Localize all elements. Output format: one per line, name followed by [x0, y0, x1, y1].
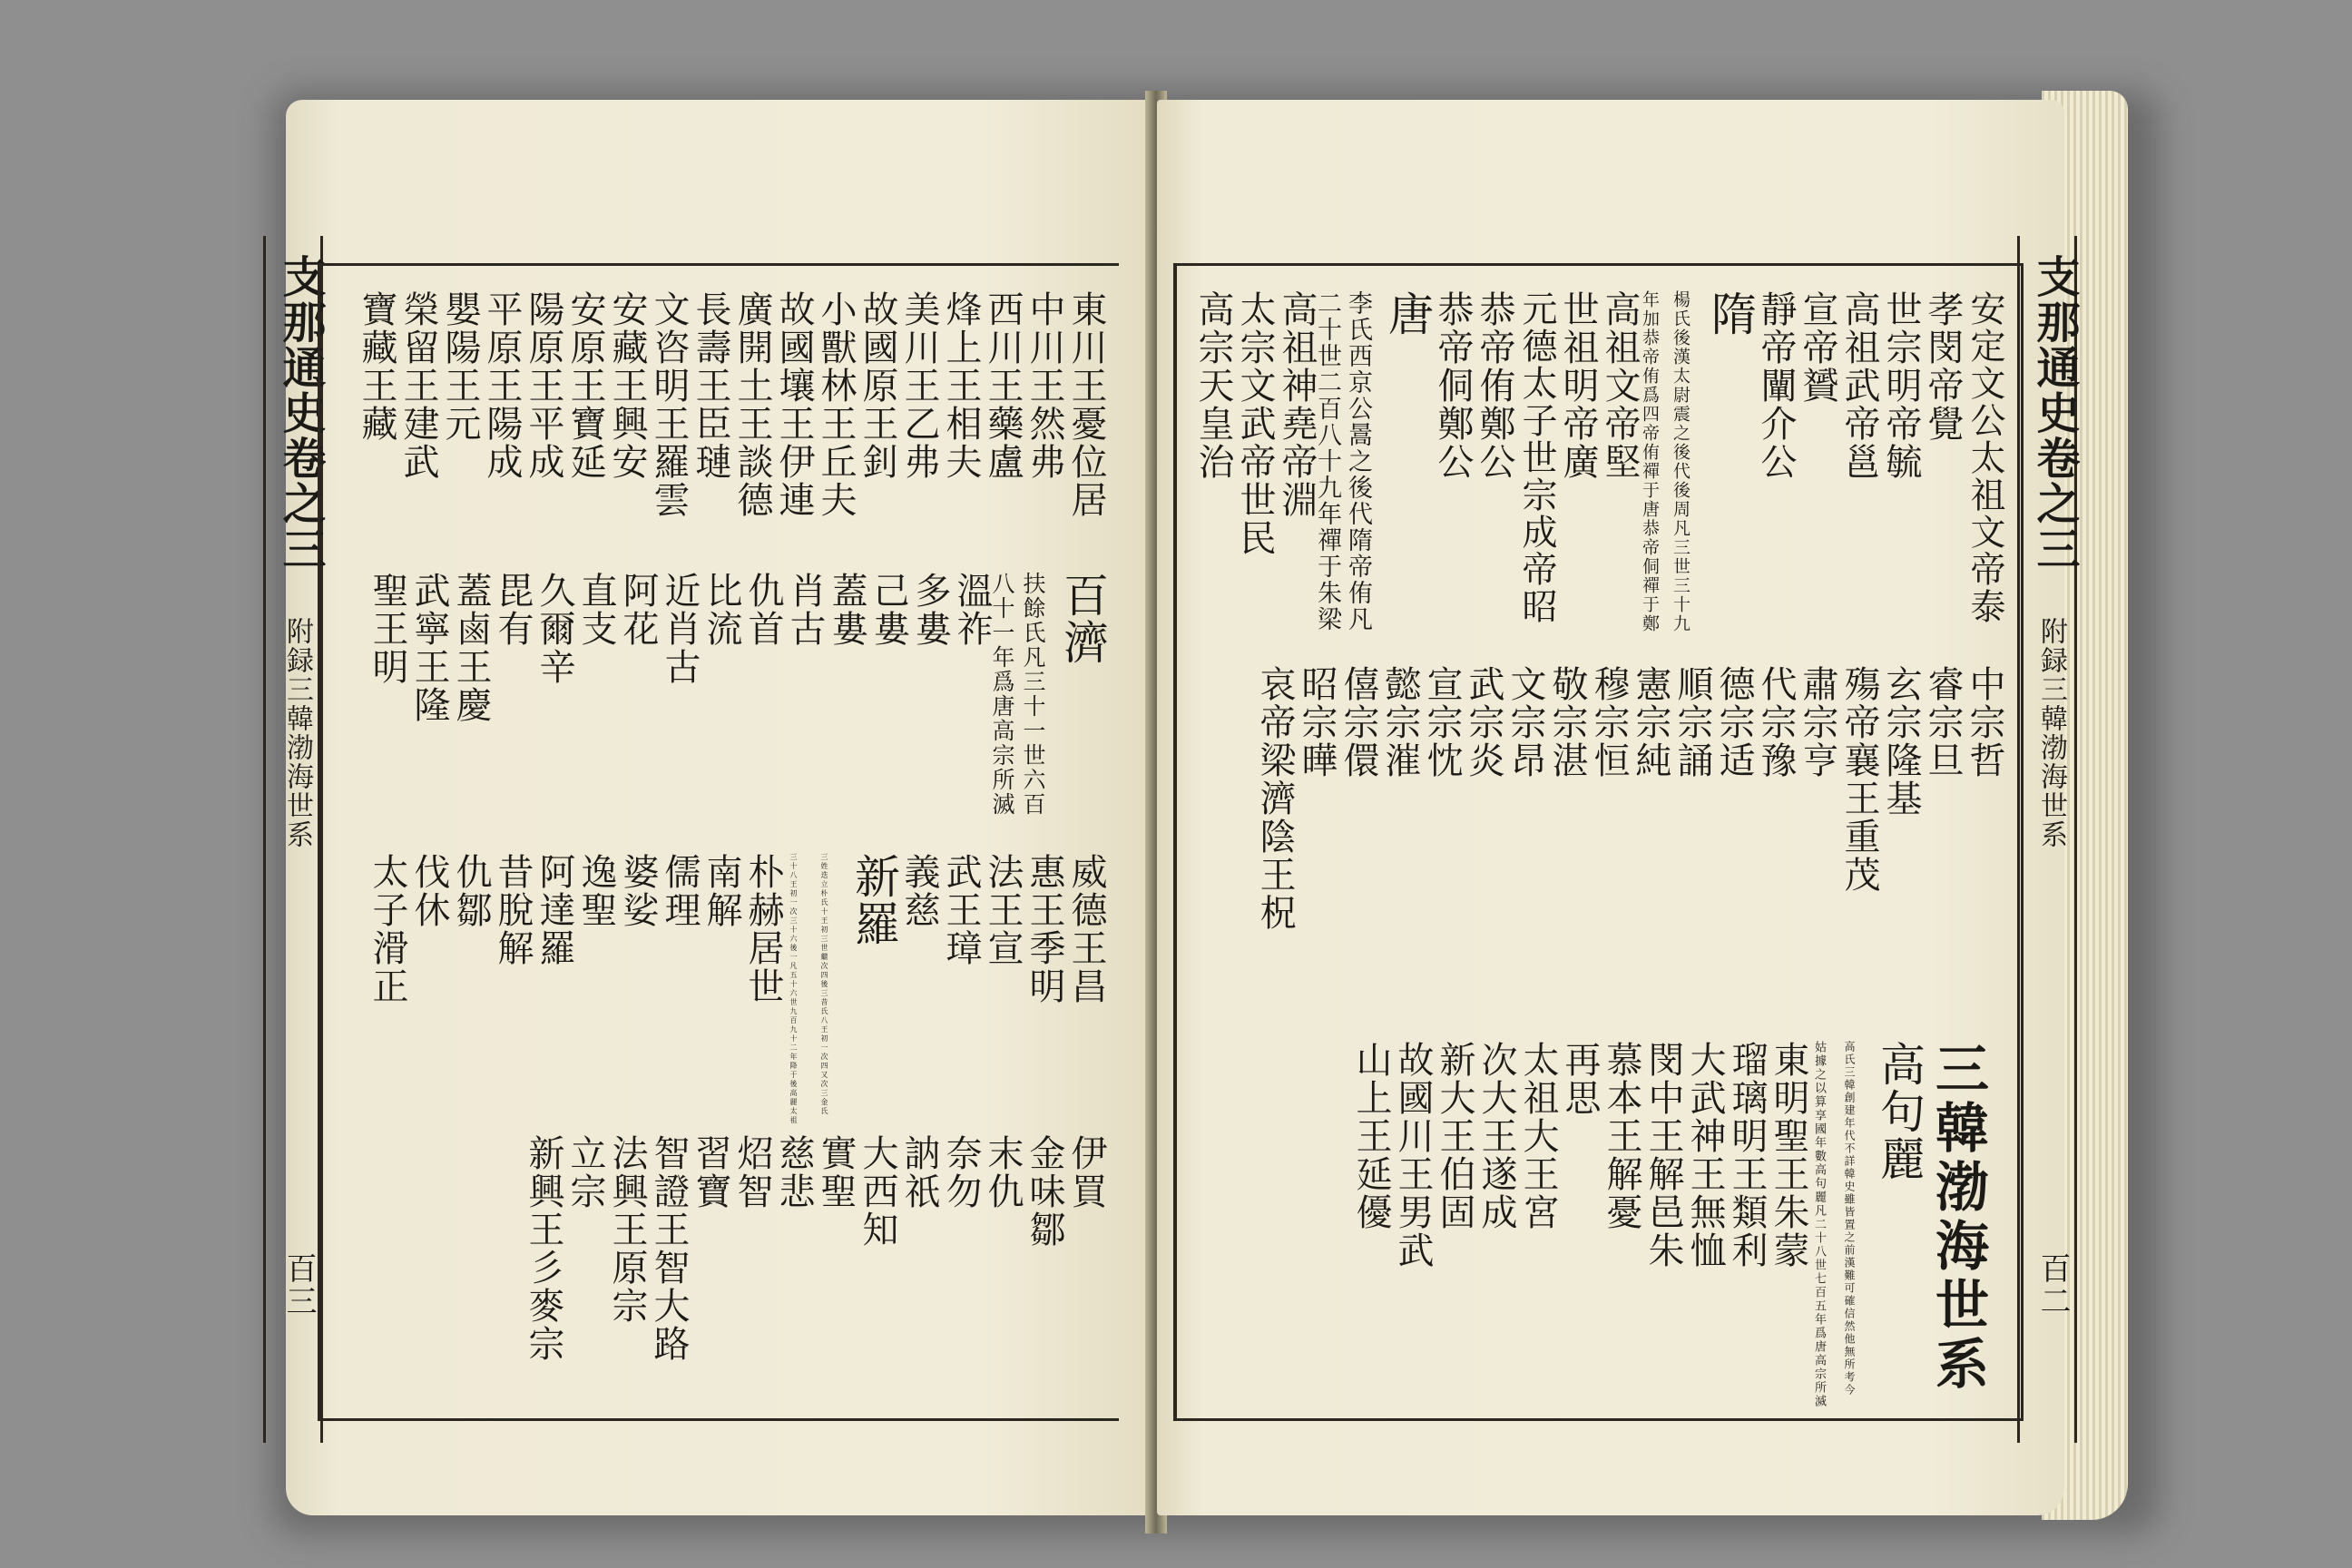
genealogy-entry: 大西知 [857, 1134, 898, 1249]
genealogy-entry: 末仇 [982, 1134, 1024, 1210]
genealogy-entry: 宣帝贇 [1797, 290, 1838, 405]
genealogy-entry: 武寧王隆 [408, 572, 450, 724]
genealogy-entry: 三姓迭立朴氏十王初三世繼次四後三昔氏八王初一次四又次三金氏 [820, 853, 828, 1116]
genealogy-entry: 玄宗隆基 [1880, 665, 1922, 818]
genealogy-entry: 故國壤王伊連 [773, 290, 815, 519]
genealogy-entry: 二十世二百八十九年禪于朱梁 [1313, 290, 1341, 632]
genealogy-entry: 仇首 [742, 572, 784, 648]
genealogy-entry: 孝閔帝覺 [1922, 290, 1964, 443]
genealogy-entry: 小獸林王丘夫 [815, 290, 857, 519]
genealogy-entry: 高祖武帝邕 [1838, 290, 1880, 481]
genealogy-entry: 長壽王臣璉 [690, 290, 731, 481]
genealogy-entry: 肅宗亨 [1797, 665, 1838, 780]
genealogy-entry: 楊氏後漢太尉震之後代後周凡三世三十九 [1671, 290, 1690, 633]
genealogy-entry: 瑠璃明王類利 [1726, 1040, 1768, 1269]
genealogy-entry: 威德王昌 [1065, 853, 1107, 1005]
genealogy-entry: 烽上王相夫 [940, 290, 982, 481]
genealogy-entry: 寶藏王藏 [356, 290, 397, 443]
genealogy-entry: 久爾辛 [534, 572, 575, 686]
genealogy-entry: 代宗豫 [1755, 665, 1797, 780]
genealogy-entry: 多婁 [909, 572, 951, 648]
genealogy-entry: 恭帝侑鄭公 [1474, 290, 1515, 481]
genealogy-entry: 東明聖王朱蒙 [1768, 1040, 1809, 1269]
genealogy-entry: 故國原王釗 [857, 290, 898, 481]
left-margin-column [263, 236, 326, 1443]
genealogy-entry: 順宗誦 [1671, 665, 1713, 780]
genealogy-entry: 蓋鹵王慶 [450, 572, 492, 724]
genealogy-entry: 安原王寶延 [564, 290, 606, 481]
genealogy-entry: 三韓渤海世系 [1926, 1040, 1989, 1395]
genealogy-entry: 惠王季明 [1024, 853, 1065, 1005]
genealogy-entry: 再思 [1559, 1040, 1601, 1117]
genealogy-entry: 溫祚 [951, 572, 993, 648]
genealogy-entry: 太子滑正 [367, 853, 408, 1005]
genealogy-entry: 智證王智大路 [648, 1134, 690, 1363]
right-margin-title: 支那通史卷之三 [2029, 254, 2080, 572]
genealogy-entry: 昭宗曄 [1296, 665, 1338, 780]
genealogy-entry: 穆宗恒 [1588, 665, 1630, 780]
genealogy-entry: 逸聖 [575, 853, 617, 929]
genealogy-entry: 次大王遂成 [1475, 1040, 1517, 1231]
genealogy-entry: 李氏西京公暠之後代隋帝侑凡 [1344, 290, 1372, 632]
left-page [275, 100, 1152, 1515]
right-page [1157, 100, 2080, 1515]
genealogy-entry: 昔脫解 [492, 853, 534, 967]
genealogy-entry: 德宗适 [1713, 665, 1755, 780]
genealogy-entry: 慈悲 [773, 1134, 815, 1210]
left-page-number: 百三 [280, 1252, 317, 1318]
genealogy-entry: 扶餘氏凡三十一世六百 [1020, 572, 1046, 817]
genealogy-entry: 中川王然弗 [1024, 290, 1065, 481]
genealogy-entry: 懿宗漼 [1379, 665, 1421, 780]
genealogy-entry: 高氏三韓創建年代不詳韓史雖皆置之前漢難可確信然他無所考今 [1843, 1040, 1856, 1396]
genealogy-entry: 伐休 [408, 853, 450, 929]
left-margin-title: 支那通史卷之三 [275, 254, 326, 572]
genealogy-entry: 儒理 [659, 853, 701, 929]
genealogy-entry: 南解 [701, 853, 742, 929]
genealogy-entry: 阿達羅 [534, 853, 575, 967]
genealogy-entry: 慕本王解憂 [1601, 1040, 1642, 1231]
genealogy-entry: 婆娑 [617, 853, 659, 929]
genealogy-entry: 新大王伯固 [1434, 1040, 1475, 1231]
genealogy-entry: 太宗文武帝世民 [1234, 290, 1276, 557]
genealogy-entry: 故國川王男武 [1392, 1040, 1434, 1269]
genealogy-entry: 嬰陽王元 [439, 290, 481, 443]
genealogy-entry: 高祖神堯帝淵 [1276, 290, 1318, 519]
genealogy-entry: 訥祇 [898, 1134, 940, 1210]
genealogy-entry: 實聖 [815, 1134, 857, 1210]
genealogy-entry: 金味鄒 [1024, 1134, 1065, 1249]
genealogy-entry: 習寶 [690, 1134, 731, 1210]
right-margin-section: 附録三韓渤海世系 [2035, 617, 2067, 849]
genealogy-entry: 蓋婁 [826, 572, 867, 648]
genealogy-entry: 己婁 [867, 572, 909, 648]
genealogy-entry: 世宗明帝毓 [1880, 290, 1922, 481]
genealogy-entry: 大武神王無恤 [1684, 1040, 1726, 1269]
genealogy-entry: 高句麗 [1873, 1040, 1926, 1182]
genealogy-entry: 元德太子世宗成帝昭 [1516, 290, 1557, 625]
genealogy-entry: 恭帝侗鄭公 [1432, 290, 1474, 481]
genealogy-entry: 姑據之以算享國年數高句麗凡二十八世七百五年爲唐高宗所滅 [1812, 1040, 1826, 1408]
genealogy-entry: 隋 [1704, 290, 1757, 338]
genealogy-entry: 肖古 [784, 572, 826, 648]
genealogy-entry: 聖王明 [367, 572, 408, 686]
genealogy-entry: 百濟 [1056, 572, 1109, 666]
genealogy-entry: 高宗天皇治 [1192, 290, 1234, 481]
genealogy-entry: 睿宗旦 [1922, 665, 1964, 780]
genealogy-entry: 安藏王興安 [606, 290, 648, 481]
genealogy-entry: 仇鄒 [450, 853, 492, 929]
genealogy-entry: 美川王乙弗 [898, 290, 940, 481]
genealogy-entry: 文宗昂 [1504, 665, 1546, 780]
right-margin-column [2017, 236, 2080, 1443]
genealogy-entry: 新興王彡麥宗 [523, 1134, 564, 1363]
genealogy-entry: 殤帝襄王重茂 [1838, 665, 1880, 895]
genealogy-entry: 世祖明帝廣 [1557, 290, 1599, 481]
genealogy-entry: 武王璋 [940, 853, 982, 967]
genealogy-entry: 比流 [701, 572, 742, 648]
genealogy-entry: 陽原王平成 [523, 290, 564, 481]
genealogy-entry: 近肖古 [659, 572, 701, 686]
genealogy-entry: 法興王原宗 [606, 1134, 648, 1325]
genealogy-entry: 榮留王建武 [397, 290, 439, 481]
genealogy-entry: 太祖大王宮 [1517, 1040, 1559, 1231]
genealogy-entry: 廣開土王談德 [731, 290, 773, 519]
genealogy-entry: 西川王藥盧 [982, 290, 1024, 481]
genealogy-entry: 直支 [575, 572, 617, 648]
genealogy-entry: 八十一年爲唐高宗所滅 [989, 572, 1015, 817]
genealogy-entry: 安定文公太祖文帝泰 [1965, 290, 2005, 625]
genealogy-entry: 唐 [1381, 290, 1434, 338]
genealogy-entry: 宣宗忱 [1421, 665, 1463, 780]
genealogy-entry: 中宗哲 [1964, 665, 2005, 780]
genealogy-entry: 朴赫居世 [742, 853, 784, 1005]
genealogy-entry: 平原王陽成 [481, 290, 523, 481]
genealogy-entry: 新羅 [848, 853, 900, 947]
genealogy-entry: 山上王延優 [1350, 1040, 1392, 1231]
genealogy-entry: 毘有 [492, 572, 534, 648]
genealogy-entry: 阿花 [617, 572, 659, 648]
left-margin-section: 附録三韓渤海世系 [281, 617, 313, 849]
genealogy-entry: 文咨明王羅雲 [648, 290, 690, 519]
genealogy-entry: 僖宗儇 [1338, 665, 1379, 780]
genealogy-entry: 年加恭帝侑爲四帝侑禪于唐恭帝侗禪于鄭 [1640, 290, 1660, 633]
genealogy-entry: 哀帝梁濟陰王柷 [1254, 665, 1296, 933]
genealogy-entry: 伊買 [1065, 1134, 1107, 1210]
genealogy-entry: 東川王憂位居 [1065, 290, 1107, 519]
genealogy-entry: 三十八王初一次三十六後一凡五十六世九百九十二年降于後高麗太祖 [789, 853, 798, 1125]
genealogy-entry: 高祖文帝堅 [1599, 290, 1641, 481]
genealogy-entry: 法王宣 [982, 853, 1024, 967]
genealogy-entry: 敬宗湛 [1546, 665, 1588, 780]
genealogy-entry: 武宗炎 [1463, 665, 1504, 780]
genealogy-entry: 憲宗純 [1630, 665, 1671, 780]
right-page-number: 百二 [2034, 1252, 2071, 1318]
genealogy-entry: 靜帝闡介公 [1755, 290, 1797, 481]
genealogy-entry: 義慈 [898, 853, 940, 929]
genealogy-entry: 立宗 [564, 1134, 606, 1210]
genealogy-entry: 炤智 [731, 1134, 773, 1210]
genealogy-entry: 奈勿 [940, 1134, 982, 1210]
genealogy-entry: 閔中王解邑朱 [1642, 1040, 1684, 1269]
